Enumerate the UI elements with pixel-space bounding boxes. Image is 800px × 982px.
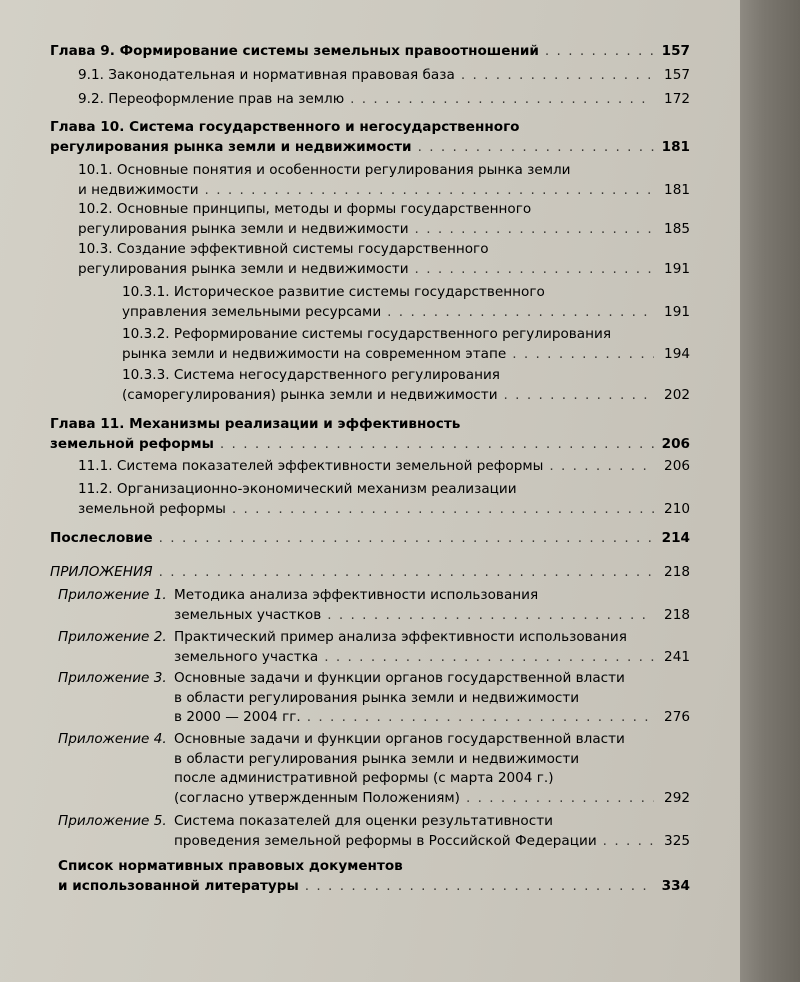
toc-title-line-1: 10.1. Основные понятия и особенности регулирования рынка земли xyxy=(78,162,571,178)
toc-title-line-1: Система показателей для оценки результативности xyxy=(174,813,553,829)
toc-title-line-2: управления земельными ресурсами xyxy=(122,303,382,320)
leader-dots xyxy=(232,500,654,520)
toc-title-line-1: Основные задачи и функции органов государственной власти xyxy=(174,731,625,747)
toc-title-line-1: Глава 10. Система государственного и негосударственного xyxy=(50,119,520,135)
leader-dots xyxy=(159,529,654,549)
toc-title-line-2: регулирования рынка земли и недвижимости xyxy=(50,138,412,155)
toc-section-10-3 xyxy=(78,240,690,279)
toc-page-number: 218 xyxy=(664,606,690,623)
toc-title-line-1: Основные задачи и функции органов государственной власти xyxy=(174,670,625,686)
toc-appendix-3 xyxy=(174,669,690,728)
toc-title-line-2: и недвижимости xyxy=(78,181,199,198)
toc-title-line-2: в области регулирования рынка земли и недвижимости xyxy=(174,689,580,706)
toc-section-10-2 xyxy=(78,200,690,239)
toc-page-number: 191 xyxy=(664,260,690,277)
leader-dots xyxy=(545,42,654,62)
toc-subsection-10-3-1 xyxy=(122,283,690,322)
toc-title-line-1: Список нормативных правовых документов xyxy=(58,858,403,874)
leader-dots xyxy=(305,877,654,897)
leader-dots xyxy=(220,435,654,455)
leader-dots xyxy=(603,832,654,852)
toc-subsection-10-3-2 xyxy=(122,325,690,364)
toc-page-number: 276 xyxy=(664,709,690,725)
toc-page-number: 325 xyxy=(664,832,690,849)
appendix-2-label: Приложение 2. xyxy=(58,629,167,645)
toc-title-line-3: в 2000 — 2004 гг. xyxy=(174,709,301,725)
toc-appendices xyxy=(50,563,690,583)
toc-page-number: 206 xyxy=(664,458,690,474)
toc-page-number: 241 xyxy=(664,648,690,665)
leader-dots xyxy=(350,90,654,110)
toc-title-line-2: земельной реформы xyxy=(50,435,214,452)
toc-section-9-2 xyxy=(78,90,690,110)
toc-title-line-2: земельных участков xyxy=(174,606,322,623)
toc-page-number: 206 xyxy=(661,435,690,452)
toc-title: 9.1. Законодательная и нормативная правовая база xyxy=(78,67,455,83)
toc-chapter-9 xyxy=(50,42,690,62)
toc-references xyxy=(58,857,690,896)
appendix-5-label: Приложение 5. xyxy=(58,813,167,829)
leader-dots xyxy=(461,66,654,86)
toc-title-line-2: регулирования рынка земли и недвижимости xyxy=(78,260,409,277)
toc-afterword xyxy=(50,529,690,549)
leader-dots xyxy=(549,457,654,477)
toc-section-11-1 xyxy=(78,457,690,477)
toc-title: Послесловие xyxy=(50,530,153,546)
toc-page-number: 185 xyxy=(664,220,690,237)
toc-page-number: 214 xyxy=(661,530,690,546)
toc-title: 9.2. Переоформление прав на землю xyxy=(78,91,345,107)
appendix-3-label: Приложение 3. xyxy=(58,670,167,686)
toc-title-line-1: Методика анализа эффективности использования xyxy=(174,587,539,603)
toc-title-line-1: 11.2. Организационно-экономический механизм реализации xyxy=(78,481,517,497)
leader-dots xyxy=(387,303,654,323)
leader-dots xyxy=(205,181,654,201)
leader-dots xyxy=(327,606,654,626)
toc-section-10-1 xyxy=(78,161,690,200)
toc-appendix-4 xyxy=(174,730,690,808)
page-gutter xyxy=(740,0,800,982)
leader-dots xyxy=(418,138,654,158)
toc-page-number: 334 xyxy=(661,877,690,894)
toc-appendix-5 xyxy=(174,812,690,851)
toc-section-11-2 xyxy=(78,480,690,519)
leader-dots xyxy=(512,345,654,365)
toc-title: 11.1. Система показателей эффективности земельной реформы xyxy=(78,458,544,474)
toc-title: ПРИЛОЖЕНИЯ xyxy=(50,564,153,580)
toc-section-9-1 xyxy=(78,66,690,86)
toc-title-line-2: в области регулирования рынка земли и недвижимости xyxy=(174,750,580,767)
toc-title-line-2: рынка земли и недвижимости на современном этапе xyxy=(122,345,507,362)
toc-title-line-1: Практический пример анализа эффективности использования xyxy=(174,629,627,645)
toc-page-number: 181 xyxy=(661,138,690,155)
appendix-4-label: Приложение 4. xyxy=(58,731,167,747)
toc-title-line-1: 10.3.1. Историческое развитие системы государственного xyxy=(122,284,545,300)
toc-title-line-2: земельной реформы xyxy=(78,500,226,517)
toc-chapter-11 xyxy=(50,415,690,454)
toc-title-line-1: 10.2. Основные принципы, методы и формы государственного xyxy=(78,201,532,217)
toc-title-line-1: Глава 11. Механизмы реализации и эффективность xyxy=(50,416,461,432)
leader-dots xyxy=(504,386,654,406)
toc-appendix-1 xyxy=(174,586,690,625)
toc-page-number: 172 xyxy=(664,91,690,107)
toc-title-line-2: регулирования рынка земли и недвижимости xyxy=(78,220,409,237)
toc-subsection-10-3-3 xyxy=(122,366,690,405)
leader-dots xyxy=(324,648,654,668)
toc-page-number: 157 xyxy=(664,67,690,83)
leader-dots xyxy=(415,260,654,280)
toc-page-number: 210 xyxy=(664,500,690,517)
toc-title-line-2: (саморегулирования) рынка земли и недвижимости xyxy=(122,386,498,403)
toc-title-line-2: проведения земельной реформы в Российской Федерации xyxy=(174,832,597,849)
leader-dots xyxy=(415,220,654,240)
toc-title-line-3: после административной реформы (с марта 2004 г.) xyxy=(174,770,554,786)
toc-page-number: 218 xyxy=(664,564,690,580)
toc-page-number: 202 xyxy=(664,386,690,403)
leader-dots xyxy=(466,789,654,809)
toc-chapter-10 xyxy=(50,118,690,157)
toc-page-number: 181 xyxy=(664,181,690,198)
toc-title-line-2: земельного участка xyxy=(174,648,319,665)
toc-title-line-4: (согласно утвержденным Положениям) xyxy=(174,789,460,806)
appendix-1-label: Приложение 1. xyxy=(58,587,167,603)
toc-title-line-2: и использованной литературы xyxy=(58,877,299,894)
toc-page-number: 194 xyxy=(664,345,690,362)
toc-title-line-1: 10.3. Создание эффективной системы государственного xyxy=(78,241,489,257)
toc-page-number: 191 xyxy=(664,303,690,320)
leader-dots xyxy=(307,708,654,728)
toc-title: Глава 9. Формирование системы земельных правоотношений xyxy=(50,43,539,59)
toc-title-line-1: 10.3.3. Система негосударственного регулирования xyxy=(122,367,500,383)
toc-appendix-2 xyxy=(174,628,690,667)
toc-page-number: 292 xyxy=(664,789,690,806)
toc-page-number: 157 xyxy=(661,43,690,59)
leader-dots xyxy=(159,563,654,583)
toc-title-line-1: 10.3.2. Реформирование системы государственного регулирования xyxy=(122,326,612,342)
